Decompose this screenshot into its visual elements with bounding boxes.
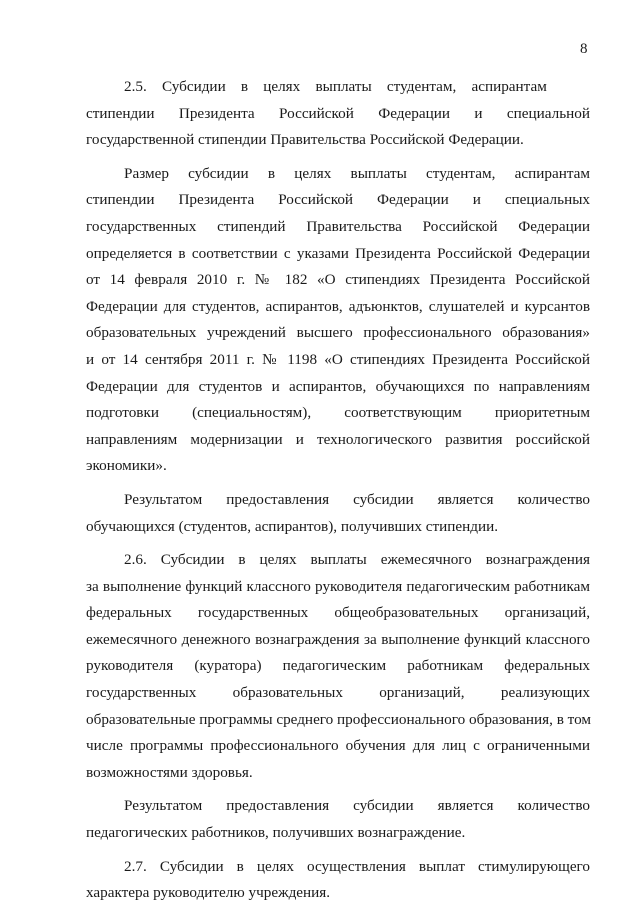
paragraph [86, 161, 590, 480]
text-line: Размер субсидии в целях выплаты студентам, аспирантам [124, 164, 590, 182]
paragraph [86, 547, 590, 786]
text-line: образовательные программы среднего профессионального образования, в том [86, 710, 592, 728]
paragraph-gap [86, 540, 590, 547]
text-line: определяется в соответствии с указами Президента Российской Федерации [86, 244, 590, 262]
text-line: характера руководителю учреждения. [86, 884, 331, 902]
text-line: образовательных учреждений высшего профессионального образования» [86, 324, 590, 342]
paragraph [86, 487, 590, 540]
text-line: возможностями здоровья. [86, 763, 253, 781]
paragraph [86, 793, 590, 846]
text-line: Федерации для студентов, аспирантов, адъюнктов, слушателей и курсантов [86, 297, 590, 315]
paragraph-gap [86, 154, 590, 161]
paragraph [86, 854, 590, 907]
text-line: от 14 февраля 2010 г. № 182 «О стипендиях Президента Российской [86, 271, 590, 289]
text-line: подготовки (специальностям), соответствующим приоритетным [86, 404, 590, 422]
text-line: 2.6. Субсидии в целях выплаты ежемесячного вознаграждения [124, 551, 590, 569]
text-line: и от 14 сентября 2011 г. № 1198 «О стипендиях Президента Российской [86, 350, 590, 368]
paragraph-gap [86, 847, 590, 854]
text-line: числе программы профессионального обучения для лиц с ограниченными [86, 737, 590, 755]
text-line: государственных образовательных организаций, реализующих [86, 684, 590, 702]
text-line: Федерации для студентов и аспирантов, обучающихся по направлениям [86, 377, 590, 395]
text-line: экономики». [86, 457, 167, 475]
paragraph [86, 74, 590, 154]
paragraph-gap [86, 480, 590, 487]
text-line: педагогических работников, получивших вознаграждение. [86, 824, 466, 842]
text-line: за выполнение функций классного руководителя педагогическим работникам [86, 577, 590, 595]
text-line: Результатом предоставления субсидии является количество [124, 797, 590, 815]
page-number: 8 [580, 41, 588, 57]
text-line: стипендии Президента Российской Федерации и специальных [86, 191, 590, 209]
text-line: направлениям модернизации и технологического развития российской [86, 430, 590, 448]
text-line: обучающихся (студентов, аспирантов), получивших стипендии. [86, 517, 499, 535]
text-line: федеральных государственных общеобразовательных организаций, [86, 604, 590, 622]
text-line: 2.5. Субсидии в целях выплаты студентам, аспирантам [124, 78, 547, 95]
text-line: государственной стипендии Правительства Российской Федерации. [86, 131, 524, 149]
text-line: ежемесячного денежного вознаграждения за выполнение функций классного [86, 630, 590, 648]
text-line: Результатом предоставления субсидии является количество [124, 490, 590, 508]
text-line: государственных стипендий Правительства Российской Федерации [86, 217, 590, 235]
text-line: руководителя (куратора) педагогическим работникам федеральных [86, 657, 590, 675]
text-line: стипендии Президента Российской Федерации и специальной [86, 104, 590, 122]
paragraph-gap [86, 786, 590, 793]
document-body [86, 74, 590, 907]
text-line: 2.7. Субсидии в целях осуществления выплат стимулирующего [124, 857, 590, 875]
